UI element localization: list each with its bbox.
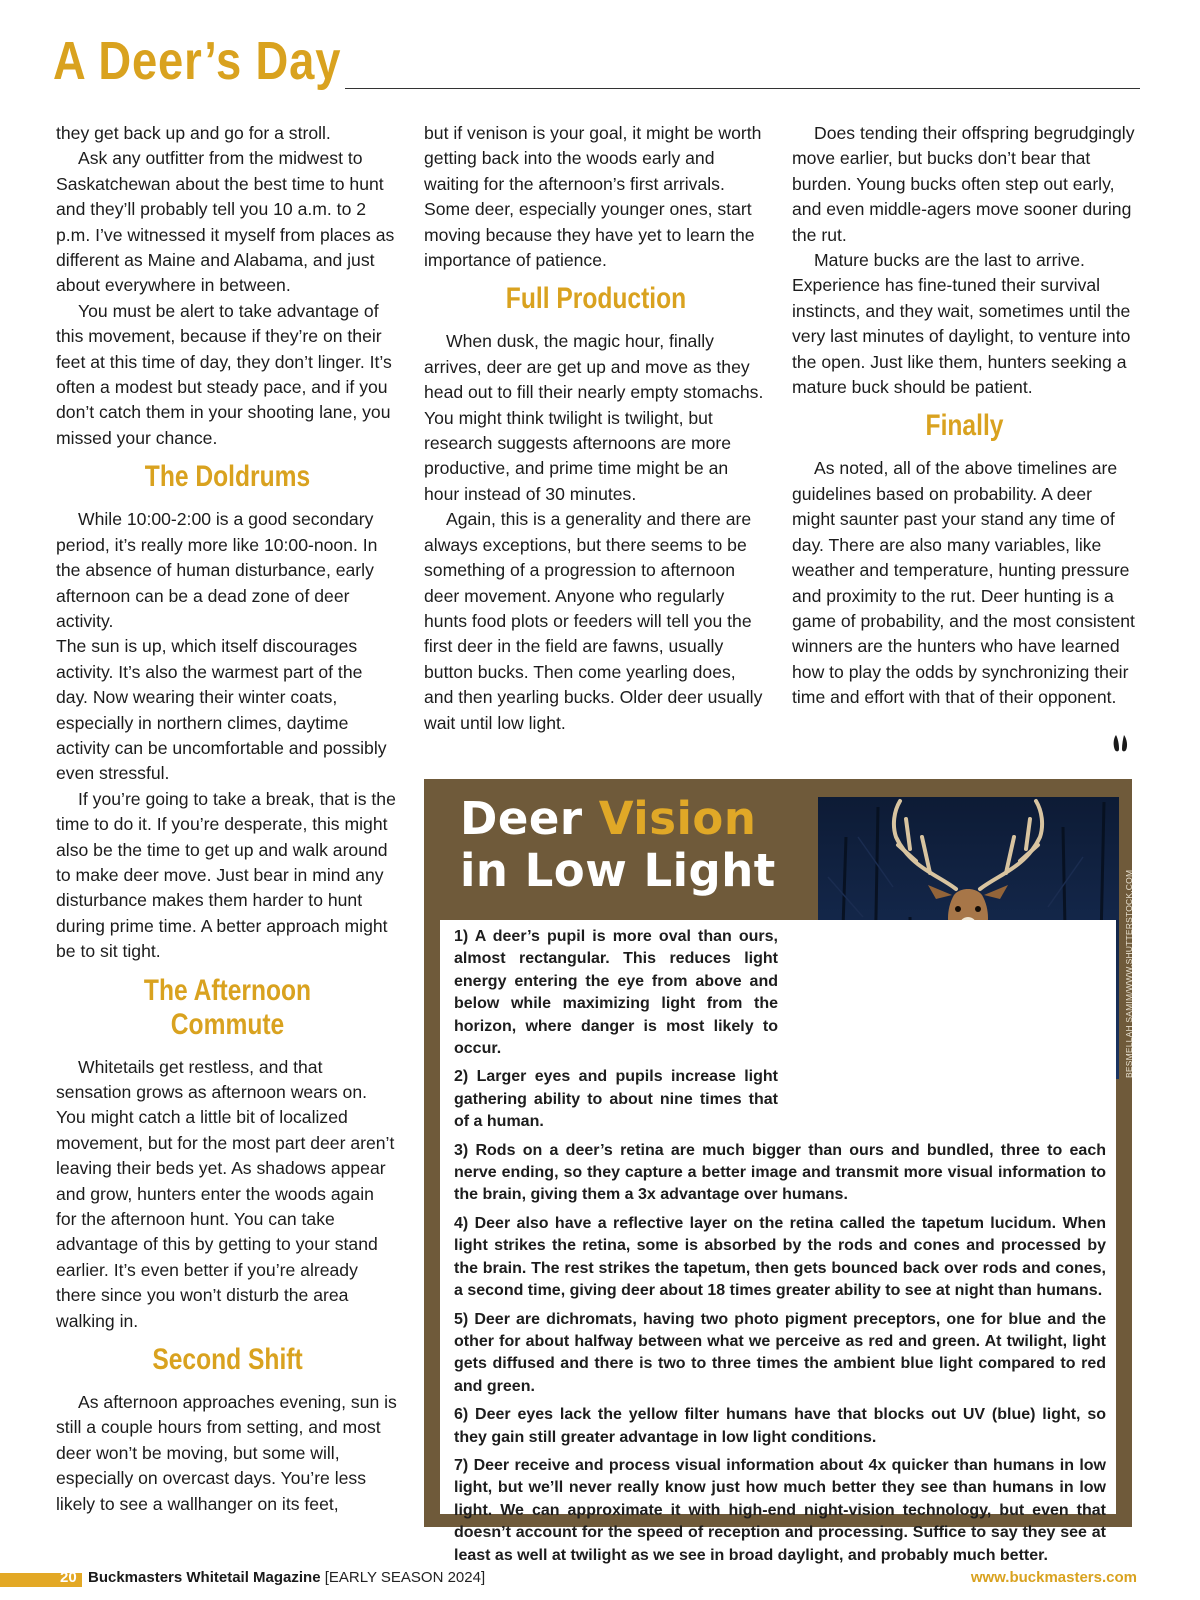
paragraph: When dusk, the magic hour, finally arrives, deer are get up and move as they head out to fill their nearly empty stomachs. You might think twilight is twilight, but research suggests afternoons are more productive, and prime time might be an hour instead of 30 minutes.	[424, 331, 764, 504]
vision-fact: 1) A deer’s pupil is more oval than ours, almost rectangular. This reduces light energy entering the eye from above and below while maximizing light from the horizon, where danger is most likely to occur.	[454, 928, 778, 1058]
title-rule	[345, 88, 1140, 89]
paragraph: Ask any outfitter from the midwest to Saskatchewan about the best time to hunt and they’ll probably tell you 10 a.m. to 2 p.m. I’ve witnessed it myself from places as different as Maine and Alabama, and just about everywhere in between.	[56, 148, 395, 296]
paragraph: Mature bucks are the last to arrive. Experience has fine-tuned their survival instincts, and they wait, sometimes until the very last minutes of daylight, to venture into the open. Just like them, hunters seeking a mature buck should be patient.	[792, 250, 1131, 398]
vision-fact: 6) Deer eyes lack the yellow filter humans have that blocks out UV (blue) light, so they gain still greater advantage in low light conditions.	[454, 1406, 1106, 1446]
website-link[interactable]: www.buckmasters.com	[970, 1569, 1137, 1586]
sidebar-title-part: Deer	[460, 792, 599, 845]
sidebar-title-accent: Vision	[598, 792, 757, 845]
vision-fact: 3) Rods on a deer’s retina are much bigger than ours and bundled, three to each nerve ending, so they capture a better image and transmit more visual information to the brain, giving them a 3x advantage over humans.	[454, 1141, 1106, 1204]
publication-title: Buckmasters Whitetail Magazine	[88, 1569, 321, 1586]
publication-name	[88, 1569, 485, 1586]
deer-track-icon	[1112, 733, 1130, 755]
paragraph: Whitetails get restless, and that sensation grows as afternoon wears on. You might catch a little bit of localized movement, but for the most part deer aren’t leaving their beds yet. As shadows appear and grow, hunters enter the woods again for the afternoon hunt. You can take advantage of this by getting to your stand earlier. It’s even better if you’re already there since you won’t disturb the area walking in.	[56, 1056, 395, 1331]
vision-fact: 7) Deer receive and process visual information about 4x quicker than humans in low light, but we’ll never really know just how much better they see than humans in low light. We can approximate it with high-end night-vision technology, but even that doesn’t account for the speed of reception and processing. Suffice to say they see at least as well at twilight as we see in broad daylight, and probably much better.	[454, 1456, 1106, 1564]
sidebar-title	[460, 793, 820, 897]
paragraph: You must be alert to take advantage of this movement, because if they’re on their feet at this time of day, they don’t linger. It’s often a modest but steady pace, and if you don’t catch them in your shooting lane, you missed your chance.	[56, 300, 392, 448]
paragraph: While 10:00-2:00 is a good secondary period, it’s really more like 10:00-noon. In the absence of human disturbance, early afternoon can be a dead zone of deer activity.	[56, 509, 378, 631]
section-heading-afternoon-commute: The Afternoon Commute	[143, 973, 312, 1041]
issue-label: [EARLY SEASON 2024]	[324, 1569, 486, 1586]
column-1	[56, 121, 399, 1517]
column-2	[424, 121, 768, 736]
sidebar-title-part: in Low Light	[460, 844, 776, 897]
vision-fact: 5) Deer are dichromats, having two photo pigment preceptors, one for blue and the other for about halfway between what we perceive as red and green. At twilight, light gets diffused and there is two to three times the ambient blue light compared to red and green.	[454, 1310, 1106, 1395]
paragraph: As noted, all of the above timelines are guidelines based on probability. A deer might saunter past your stand any time of day. There are also many variables, like weather and temperature, hunting pressure and proximity to the rut. Deer hunting is a game of probability, and the most consistent winners are the hunters who have learned how to play the odds by synchronizing their time and effort with that of their opponent.	[792, 458, 1135, 708]
section-heading-finally: Finally	[925, 409, 1004, 443]
paragraph: Again, this is a generality and there are always exceptions, but there seems to be something of a progression to afternoon deer movement. Anyone who regularly hunts food plots or feeders will tell you the first deer in the field are fawns, usually button bucks. Then come yearling does, and then yearling bucks. Older deer usually wait until low light.	[424, 509, 763, 733]
section-heading-full-production: Full Production	[505, 282, 687, 316]
vision-fact: 2) Larger eyes and pupils increase light gathering ability to about nine times that of a human.	[454, 1068, 778, 1131]
column-3	[792, 121, 1137, 711]
vision-fact: 4) Deer also have a reflective layer on the retina called the tapetum lucidum. When light strikes the retina, some is absorbed by the rods and cones and processed by the brain. The rest strikes the tapetum, then gets bounced back over rods and cones, a second time, giving deer about 18 times greater ability to see at night than humans.	[454, 1214, 1106, 1300]
section-heading-doldrums: The Doldrums	[144, 460, 311, 494]
paragraph: As afternoon approaches evening, sun is still a couple hours from setting, and most deer won’t be moving, but some will, especially on overcast days. You’re less likely to see a wallhanger on its feet,	[56, 1392, 397, 1514]
paragraph: but if venison is your goal, it might be worth getting back into the woods early and waiting for the afternoon’s first arrivals. Some deer, especially younger ones, start moving because they have yet to learn the importance of patience.	[424, 123, 762, 271]
photo-credit: BESMELLAH SAMIM/WWW.SHUTTERSTOCK.COM	[1124, 869, 1134, 1078]
paragraph: If you’re going to take a break, that is the time to do it. If you’re desperate, this might also be the time to get up and walk around to make deer move. Just bear in mind any disturbance makes them harder to hunt during prime time. A better approach might be to sit tight.	[56, 788, 396, 962]
paragraph: The sun is up, which itself discourages activity. It’s also the warmest part of the day. Now wearing their winter coats, especially in northern climes, daytime activity can be uncomfortable and possibly even stressful.	[56, 636, 387, 784]
section-heading-second-shift: Second Shift	[152, 1343, 303, 1377]
paragraph: Does tending their offspring begrudgingly move earlier, but bucks don’t bear that burden. Young bucks often step out early, and even middle-agers move sooner during the rut.	[792, 123, 1135, 245]
page-number: 20	[60, 1569, 77, 1586]
photo-wrap-space	[778, 926, 1106, 1116]
page-footer	[0, 1568, 1200, 1592]
paragraph: they get back up and go for a stroll.	[56, 123, 331, 143]
page-title: A Deer’s Day	[53, 31, 342, 91]
sidebar-text	[440, 920, 1116, 1564]
